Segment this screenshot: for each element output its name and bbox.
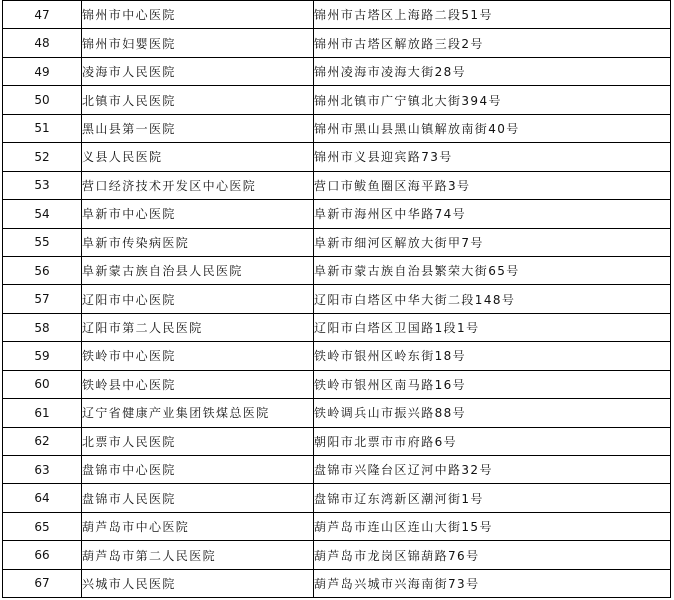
table-row xyxy=(3,285,671,313)
hospital-name: 黑山县第一医院 xyxy=(82,114,314,142)
table-row xyxy=(3,200,671,228)
table-row xyxy=(3,29,671,57)
hospital-address: 葫芦岛兴城市兴海南街73号 xyxy=(314,569,671,597)
hospital-name: 北镇市人民医院 xyxy=(82,86,314,114)
table-row xyxy=(3,484,671,512)
hospital-address: 铁岭市银州区南马路16号 xyxy=(314,370,671,398)
row-number: 60 xyxy=(3,370,82,398)
table-row xyxy=(3,456,671,484)
row-number: 61 xyxy=(3,399,82,427)
row-number: 56 xyxy=(3,256,82,284)
hospital-address: 朝阳市北票市市府路6号 xyxy=(314,427,671,455)
table-row xyxy=(3,256,671,284)
table-row xyxy=(3,1,671,29)
table-row xyxy=(3,342,671,370)
row-number: 62 xyxy=(3,427,82,455)
table-row xyxy=(3,143,671,171)
table-row xyxy=(3,512,671,540)
hospital-address: 锦州北镇市广宁镇北大街394号 xyxy=(314,86,671,114)
hospital-address: 铁岭市银州区岭东街18号 xyxy=(314,342,671,370)
hospital-name: 兴城市人民医院 xyxy=(82,569,314,597)
hospital-name: 凌海市人民医院 xyxy=(82,57,314,85)
hospital-name: 辽阳市中心医院 xyxy=(82,285,314,313)
row-number: 57 xyxy=(3,285,82,313)
row-number: 63 xyxy=(3,456,82,484)
row-number: 66 xyxy=(3,541,82,569)
hospital-name: 盘锦市中心医院 xyxy=(82,456,314,484)
hospital-table xyxy=(2,0,671,598)
hospital-name: 锦州市妇婴医院 xyxy=(82,29,314,57)
hospital-name: 阜新蒙古族自治县人民医院 xyxy=(82,256,314,284)
hospital-address: 锦州凌海市凌海大街28号 xyxy=(314,57,671,85)
hospital-name: 营口经济技术开发区中心医院 xyxy=(82,171,314,199)
hospital-address: 阜新市海州区中华路74号 xyxy=(314,200,671,228)
hospital-table-body xyxy=(3,1,671,598)
row-number: 52 xyxy=(3,143,82,171)
hospital-name: 锦州市中心医院 xyxy=(82,1,314,29)
row-number: 65 xyxy=(3,512,82,540)
hospital-name: 盘锦市人民医院 xyxy=(82,484,314,512)
row-number: 55 xyxy=(3,228,82,256)
row-number: 48 xyxy=(3,29,82,57)
hospital-address: 阜新市蒙古族自治县繁荣大街65号 xyxy=(314,256,671,284)
table-row xyxy=(3,569,671,597)
hospital-address: 营口市鲅鱼圈区海平路3号 xyxy=(314,171,671,199)
hospital-address: 锦州市黑山县黑山镇解放南街40号 xyxy=(314,114,671,142)
table-row xyxy=(3,114,671,142)
hospital-address: 阜新市细河区解放大街甲7号 xyxy=(314,228,671,256)
hospital-name: 葫芦岛市第二人民医院 xyxy=(82,541,314,569)
table-row xyxy=(3,399,671,427)
table-row xyxy=(3,427,671,455)
row-number: 58 xyxy=(3,313,82,341)
row-number: 53 xyxy=(3,171,82,199)
hospital-name: 辽宁省健康产业集团铁煤总医院 xyxy=(82,399,314,427)
hospital-address: 锦州市古塔区解放路三段2号 xyxy=(314,29,671,57)
table-row xyxy=(3,228,671,256)
hospital-name: 铁岭县中心医院 xyxy=(82,370,314,398)
row-number: 64 xyxy=(3,484,82,512)
row-number: 51 xyxy=(3,114,82,142)
table-row xyxy=(3,541,671,569)
table-row xyxy=(3,171,671,199)
hospital-address: 葫芦岛市龙岗区锦葫路76号 xyxy=(314,541,671,569)
hospital-name: 辽阳市第二人民医院 xyxy=(82,313,314,341)
hospital-name: 铁岭市中心医院 xyxy=(82,342,314,370)
hospital-address: 辽阳市白塔区卫国路1段1号 xyxy=(314,313,671,341)
hospital-address: 盘锦市辽东湾新区潮河街1号 xyxy=(314,484,671,512)
hospital-address: 锦州市义县迎宾路73号 xyxy=(314,143,671,171)
hospital-list-page xyxy=(2,0,670,598)
table-row xyxy=(3,313,671,341)
hospital-name: 义县人民医院 xyxy=(82,143,314,171)
row-number: 54 xyxy=(3,200,82,228)
hospital-address: 葫芦岛市连山区连山大街15号 xyxy=(314,512,671,540)
hospital-address: 辽阳市白塔区中华大街二段148号 xyxy=(314,285,671,313)
hospital-name: 葫芦岛市中心医院 xyxy=(82,512,314,540)
table-row xyxy=(3,86,671,114)
row-number: 59 xyxy=(3,342,82,370)
hospital-name: 北票市人民医院 xyxy=(82,427,314,455)
hospital-address: 锦州市古塔区上海路二段51号 xyxy=(314,1,671,29)
row-number: 47 xyxy=(3,1,82,29)
table-row xyxy=(3,57,671,85)
hospital-address: 盘锦市兴隆台区辽河中路32号 xyxy=(314,456,671,484)
table-row xyxy=(3,370,671,398)
row-number: 50 xyxy=(3,86,82,114)
row-number: 67 xyxy=(3,569,82,597)
hospital-name: 阜新市中心医院 xyxy=(82,200,314,228)
row-number: 49 xyxy=(3,57,82,85)
hospital-name: 阜新市传染病医院 xyxy=(82,228,314,256)
hospital-address: 铁岭调兵山市振兴路88号 xyxy=(314,399,671,427)
